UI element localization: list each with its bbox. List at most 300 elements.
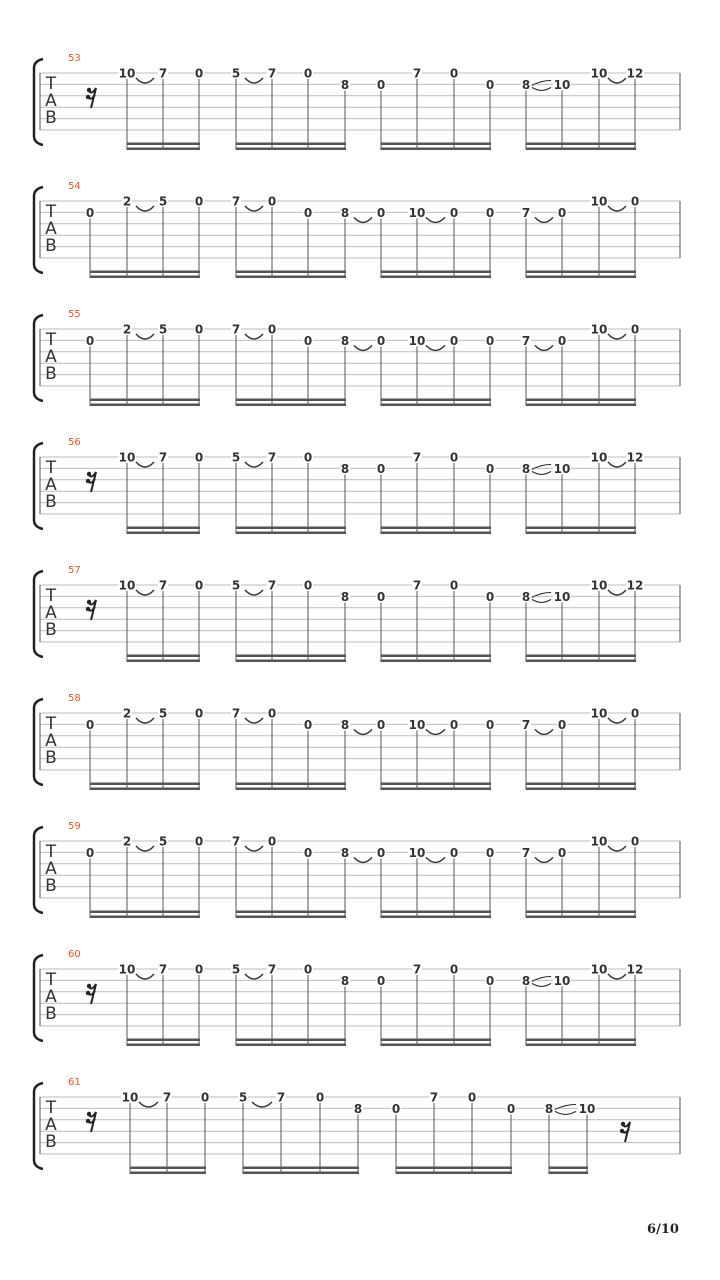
fret-number: 10 — [553, 973, 571, 988]
beam — [526, 1044, 636, 1047]
fret-number: 0 — [630, 706, 640, 721]
slur-arc — [608, 462, 626, 467]
fret-number: 7 — [231, 322, 241, 337]
fret-number: 10 — [408, 845, 426, 860]
system-bracket — [34, 827, 43, 913]
fret-number: 7 — [231, 194, 241, 209]
beam — [90, 916, 200, 919]
fret-number: 12 — [626, 578, 644, 593]
fret-number: 0 — [85, 333, 95, 348]
beam — [127, 1044, 200, 1047]
fret-number: 8 — [521, 589, 531, 604]
staff-system — [34, 693, 680, 790]
beam — [236, 916, 346, 919]
fret-number: 10 — [118, 66, 136, 81]
page-number: 6/10 — [647, 1222, 679, 1237]
fret-number: 10 — [590, 834, 608, 849]
beam — [381, 271, 491, 274]
fret-number: 0 — [630, 834, 640, 849]
fret-number: 7 — [267, 962, 277, 977]
fret-number: 5 — [231, 450, 241, 465]
measure-number: 61 — [68, 1077, 81, 1088]
tab-clef-letter: A — [45, 603, 57, 623]
fret-number: 10 — [118, 962, 136, 977]
slur-arc — [245, 78, 263, 83]
beam — [236, 527, 346, 530]
fret-number: 0 — [376, 205, 386, 220]
staff-system — [34, 181, 680, 278]
system-bracket — [34, 443, 43, 529]
beam — [130, 1167, 206, 1170]
fret-number: 5 — [238, 1090, 248, 1105]
fret-number: 0 — [557, 205, 567, 220]
tab-clef-letter: B — [45, 364, 57, 384]
slide-line — [532, 471, 551, 474]
fret-number: 0 — [467, 1090, 477, 1105]
measure-number: 53 — [68, 53, 81, 64]
fret-number: 8 — [340, 333, 350, 348]
fret-number: 0 — [267, 194, 277, 209]
fret-number: 0 — [376, 77, 386, 92]
tab-clef-letter: B — [45, 620, 57, 640]
rest-dot — [86, 95, 90, 99]
beam — [236, 404, 346, 407]
fret-number: 0 — [376, 333, 386, 348]
tab-clef-letter: A — [45, 347, 57, 367]
tab-clef-letter: B — [45, 876, 57, 896]
fret-number: 0 — [449, 450, 459, 465]
fret-number: 8 — [544, 1101, 554, 1116]
fret-number: 0 — [376, 461, 386, 476]
fret-number: 8 — [521, 461, 531, 476]
fret-number: 0 — [506, 1101, 516, 1116]
beam — [526, 399, 636, 402]
fret-number: 0 — [267, 322, 277, 337]
rest-dot — [87, 1112, 91, 1116]
beam — [381, 660, 491, 663]
slur-arc — [136, 846, 154, 851]
staff-system — [34, 565, 680, 662]
rest-dot — [86, 607, 90, 611]
beam — [90, 783, 200, 786]
slur-arc — [245, 462, 263, 467]
fret-number: 0 — [303, 205, 313, 220]
beam — [236, 788, 346, 791]
fret-number: 0 — [449, 845, 459, 860]
fret-number: 0 — [557, 845, 567, 860]
fret-number: 7 — [267, 450, 277, 465]
slur-arc — [608, 846, 626, 851]
slur-arc — [245, 846, 263, 851]
rest-dot — [87, 600, 91, 604]
beam — [236, 655, 346, 658]
staff-system — [34, 1077, 680, 1174]
fret-number: 0 — [303, 333, 313, 348]
system-bracket — [34, 187, 43, 273]
beam — [236, 271, 346, 274]
rest-dot — [87, 472, 91, 476]
fret-number: 8 — [353, 1101, 363, 1116]
fret-number: 7 — [231, 834, 241, 849]
fret-number: 10 — [553, 77, 571, 92]
fret-number: 0 — [85, 717, 95, 732]
slide-line — [532, 599, 551, 602]
rest-dot — [621, 1122, 625, 1126]
tab-clef-letter: B — [45, 1132, 57, 1152]
beam — [549, 1172, 588, 1175]
fret-number: 0 — [303, 845, 313, 860]
measure-number: 54 — [68, 181, 81, 192]
fret-number: 0 — [449, 717, 459, 732]
beam — [236, 532, 346, 535]
fret-number: 8 — [340, 589, 350, 604]
tab-clef-letter: A — [45, 987, 57, 1007]
slur-arc — [136, 590, 154, 595]
fret-number: 5 — [158, 706, 168, 721]
slur-arc — [535, 729, 553, 734]
slur-arc — [245, 206, 263, 211]
fret-number: 10 — [590, 194, 608, 209]
fret-number: 7 — [412, 962, 422, 977]
slur-arc — [136, 206, 154, 211]
beam — [90, 788, 200, 791]
tab-clef-letter: T — [45, 202, 57, 222]
beam — [526, 783, 636, 786]
beam — [381, 916, 491, 919]
rest-dot — [86, 991, 90, 995]
slur-arc — [354, 217, 372, 222]
beam — [381, 404, 491, 407]
fret-number: 10 — [118, 578, 136, 593]
fret-number: 0 — [200, 1090, 210, 1105]
beam — [526, 916, 636, 919]
slide-line — [532, 87, 551, 90]
rest-dot — [620, 1129, 624, 1133]
fret-number: 0 — [194, 194, 204, 209]
fret-number: 0 — [449, 578, 459, 593]
fret-number: 0 — [449, 333, 459, 348]
fret-number: 10 — [590, 706, 608, 721]
fret-number: 7 — [429, 1090, 439, 1105]
fret-number: 10 — [578, 1101, 596, 1116]
slur-arc — [608, 590, 626, 595]
beam — [236, 911, 346, 914]
fret-number: 0 — [485, 205, 495, 220]
measure-number: 58 — [68, 693, 81, 704]
fret-number: 7 — [521, 717, 531, 732]
slide-line — [555, 1111, 576, 1114]
system-bracket — [34, 59, 43, 145]
beam — [381, 911, 491, 914]
slur-arc — [426, 857, 445, 862]
beam — [396, 1172, 512, 1175]
slur-arc — [252, 1102, 272, 1107]
beam — [236, 276, 346, 279]
tab-clef-letter: T — [45, 586, 57, 606]
fret-number: 2 — [122, 706, 132, 721]
fret-number: 0 — [303, 450, 313, 465]
beam — [526, 148, 636, 151]
fret-number: 0 — [267, 706, 277, 721]
beam — [236, 1044, 346, 1047]
beam — [90, 404, 200, 407]
beam — [127, 143, 200, 146]
fret-number: 0 — [194, 706, 204, 721]
staff-system — [34, 821, 680, 918]
fret-number: 7 — [521, 205, 531, 220]
slur-arc — [608, 206, 626, 211]
slur-arc — [354, 729, 372, 734]
fret-number: 0 — [557, 717, 567, 732]
tab-clef-letter: T — [45, 970, 57, 990]
fret-number: 5 — [158, 834, 168, 849]
beam — [236, 783, 346, 786]
beam — [381, 276, 491, 279]
slur-arc — [136, 974, 154, 979]
fret-number: 10 — [408, 333, 426, 348]
fret-number: 12 — [626, 962, 644, 977]
slur-arc — [608, 78, 626, 83]
tab-clef-letter: T — [45, 74, 57, 94]
slur-arc — [535, 217, 553, 222]
fret-number: 0 — [391, 1101, 401, 1116]
fret-number: 0 — [485, 973, 495, 988]
fret-number: 0 — [485, 845, 495, 860]
fret-number: 10 — [408, 205, 426, 220]
fret-number: 7 — [412, 66, 422, 81]
fret-number: 0 — [449, 205, 459, 220]
slur-arc — [426, 729, 445, 734]
fret-number: 5 — [231, 66, 241, 81]
system-bracket — [34, 571, 43, 657]
fret-number: 7 — [162, 1090, 172, 1105]
measure-number: 57 — [68, 565, 81, 576]
fret-number: 7 — [158, 450, 168, 465]
fret-number: 10 — [590, 322, 608, 337]
fret-number: 7 — [158, 66, 168, 81]
fret-number: 0 — [485, 333, 495, 348]
beam — [381, 532, 491, 535]
fret-number: 0 — [194, 834, 204, 849]
tab-clef-letter: B — [45, 748, 57, 768]
slur-arc — [136, 718, 154, 723]
beam — [236, 660, 346, 663]
beam — [127, 1039, 200, 1042]
system-bracket — [34, 1083, 43, 1169]
rest-dot — [86, 479, 90, 483]
fret-number: 0 — [376, 589, 386, 604]
fret-number: 0 — [376, 973, 386, 988]
rest-dot — [86, 1119, 90, 1123]
tab-clef-letter: T — [45, 330, 57, 350]
measure-number: 56 — [68, 437, 81, 448]
fret-number: 0 — [485, 77, 495, 92]
rest-dot — [87, 984, 91, 988]
fret-number: 0 — [303, 717, 313, 732]
slur-arc — [426, 345, 445, 350]
fret-number: 0 — [194, 962, 204, 977]
slur-arc — [608, 334, 626, 339]
beam — [127, 532, 200, 535]
beam — [526, 276, 636, 279]
fret-number: 0 — [449, 66, 459, 81]
fret-number: 0 — [85, 845, 95, 860]
slide-line — [532, 983, 551, 986]
fret-number: 5 — [231, 962, 241, 977]
slur-arc — [139, 1102, 158, 1107]
fret-number: 0 — [485, 461, 495, 476]
tab-clef-letter: A — [45, 475, 57, 495]
fret-number: 10 — [408, 717, 426, 732]
fret-number: 0 — [194, 66, 204, 81]
beam — [127, 527, 200, 530]
slur-arc — [426, 217, 445, 222]
slur-arc — [535, 857, 553, 862]
fret-number: 7 — [158, 962, 168, 977]
fret-number: 0 — [630, 194, 640, 209]
measure-number: 55 — [68, 309, 81, 320]
slur-arc — [608, 718, 626, 723]
fret-number: 2 — [122, 194, 132, 209]
fret-number: 0 — [630, 322, 640, 337]
fret-number: 8 — [340, 461, 350, 476]
fret-number: 0 — [315, 1090, 325, 1105]
fret-number: 7 — [521, 845, 531, 860]
beam — [243, 1172, 359, 1175]
slur-arc — [354, 345, 372, 350]
beam — [381, 148, 491, 151]
beam — [396, 1167, 512, 1170]
slur-arc — [245, 590, 263, 595]
fret-number: 5 — [158, 194, 168, 209]
fret-number: 0 — [303, 962, 313, 977]
beam — [381, 399, 491, 402]
tab-clef-letter: T — [45, 842, 57, 862]
beam — [90, 271, 200, 274]
staff-system — [34, 53, 680, 150]
fret-number: 0 — [194, 322, 204, 337]
tab-clef-letter: T — [45, 1098, 57, 1118]
fret-number: 8 — [340, 845, 350, 860]
fret-number: 8 — [340, 973, 350, 988]
slur-arc — [245, 718, 263, 723]
fret-number: 7 — [267, 578, 277, 593]
fret-number: 0 — [194, 450, 204, 465]
beam — [381, 783, 491, 786]
tab-clef-letter: A — [45, 731, 57, 751]
beam — [526, 271, 636, 274]
tab-clef-letter: T — [45, 458, 57, 478]
rest-dot — [87, 88, 91, 92]
system-bracket — [34, 315, 43, 401]
fret-number: 7 — [158, 578, 168, 593]
fret-number: 0 — [485, 589, 495, 604]
fret-number: 7 — [267, 66, 277, 81]
fret-number: 0 — [267, 834, 277, 849]
fret-number: 10 — [590, 962, 608, 977]
beam — [526, 404, 636, 407]
fret-number: 7 — [276, 1090, 286, 1105]
measure-number: 60 — [68, 949, 81, 960]
slur-arc — [535, 345, 553, 350]
beam — [236, 143, 346, 146]
fret-number: 7 — [412, 450, 422, 465]
beam — [526, 911, 636, 914]
fret-number: 0 — [85, 205, 95, 220]
tab-clef-letter: T — [45, 714, 57, 734]
fret-number: 12 — [626, 66, 644, 81]
staff-system — [34, 949, 680, 1046]
fret-number: 8 — [340, 205, 350, 220]
beam — [381, 1044, 491, 1047]
tab-clef-letter: B — [45, 108, 57, 128]
beam — [549, 1167, 588, 1170]
beam — [381, 527, 491, 530]
beam — [526, 527, 636, 530]
tab-clef-letter: A — [45, 91, 57, 111]
beam — [243, 1167, 359, 1170]
fret-number: 8 — [340, 77, 350, 92]
tab-clef-letter: B — [45, 236, 57, 256]
staff-system — [34, 437, 680, 534]
system-bracket — [34, 699, 43, 785]
beam — [381, 143, 491, 146]
beam — [381, 655, 491, 658]
fret-number: 0 — [449, 962, 459, 977]
fret-number: 0 — [485, 717, 495, 732]
fret-number: 10 — [590, 66, 608, 81]
fret-number: 2 — [122, 322, 132, 337]
measure-number: 59 — [68, 821, 81, 832]
fret-number: 0 — [303, 578, 313, 593]
fret-number: 8 — [521, 973, 531, 988]
fret-number: 10 — [590, 578, 608, 593]
beam — [130, 1172, 206, 1175]
fret-number: 10 — [118, 450, 136, 465]
fret-number: 0 — [303, 66, 313, 81]
beam — [127, 660, 200, 663]
beam — [236, 148, 346, 151]
fret-number: 0 — [376, 717, 386, 732]
fret-number: 8 — [340, 717, 350, 732]
fret-number: 7 — [231, 706, 241, 721]
beam — [526, 532, 636, 535]
tab-clef-letter: B — [45, 492, 57, 512]
system-bracket — [34, 955, 43, 1041]
fret-number: 10 — [553, 461, 571, 476]
beam — [236, 1039, 346, 1042]
slur-arc — [245, 334, 263, 339]
beam — [526, 143, 636, 146]
fret-number: 12 — [626, 450, 644, 465]
fret-number: 2 — [122, 834, 132, 849]
beam — [127, 655, 200, 658]
beam — [526, 788, 636, 791]
slur-arc — [136, 78, 154, 83]
beam — [90, 399, 200, 402]
fret-number: 10 — [121, 1090, 139, 1105]
beam — [381, 788, 491, 791]
fret-number: 10 — [553, 589, 571, 604]
beam — [526, 1039, 636, 1042]
beam — [381, 1039, 491, 1042]
beam — [90, 276, 200, 279]
slur-arc — [136, 334, 154, 339]
fret-number: 7 — [521, 333, 531, 348]
tab-clef-letter: A — [45, 1115, 57, 1135]
slur-arc — [354, 857, 372, 862]
tab-clef-letter: A — [45, 859, 57, 879]
